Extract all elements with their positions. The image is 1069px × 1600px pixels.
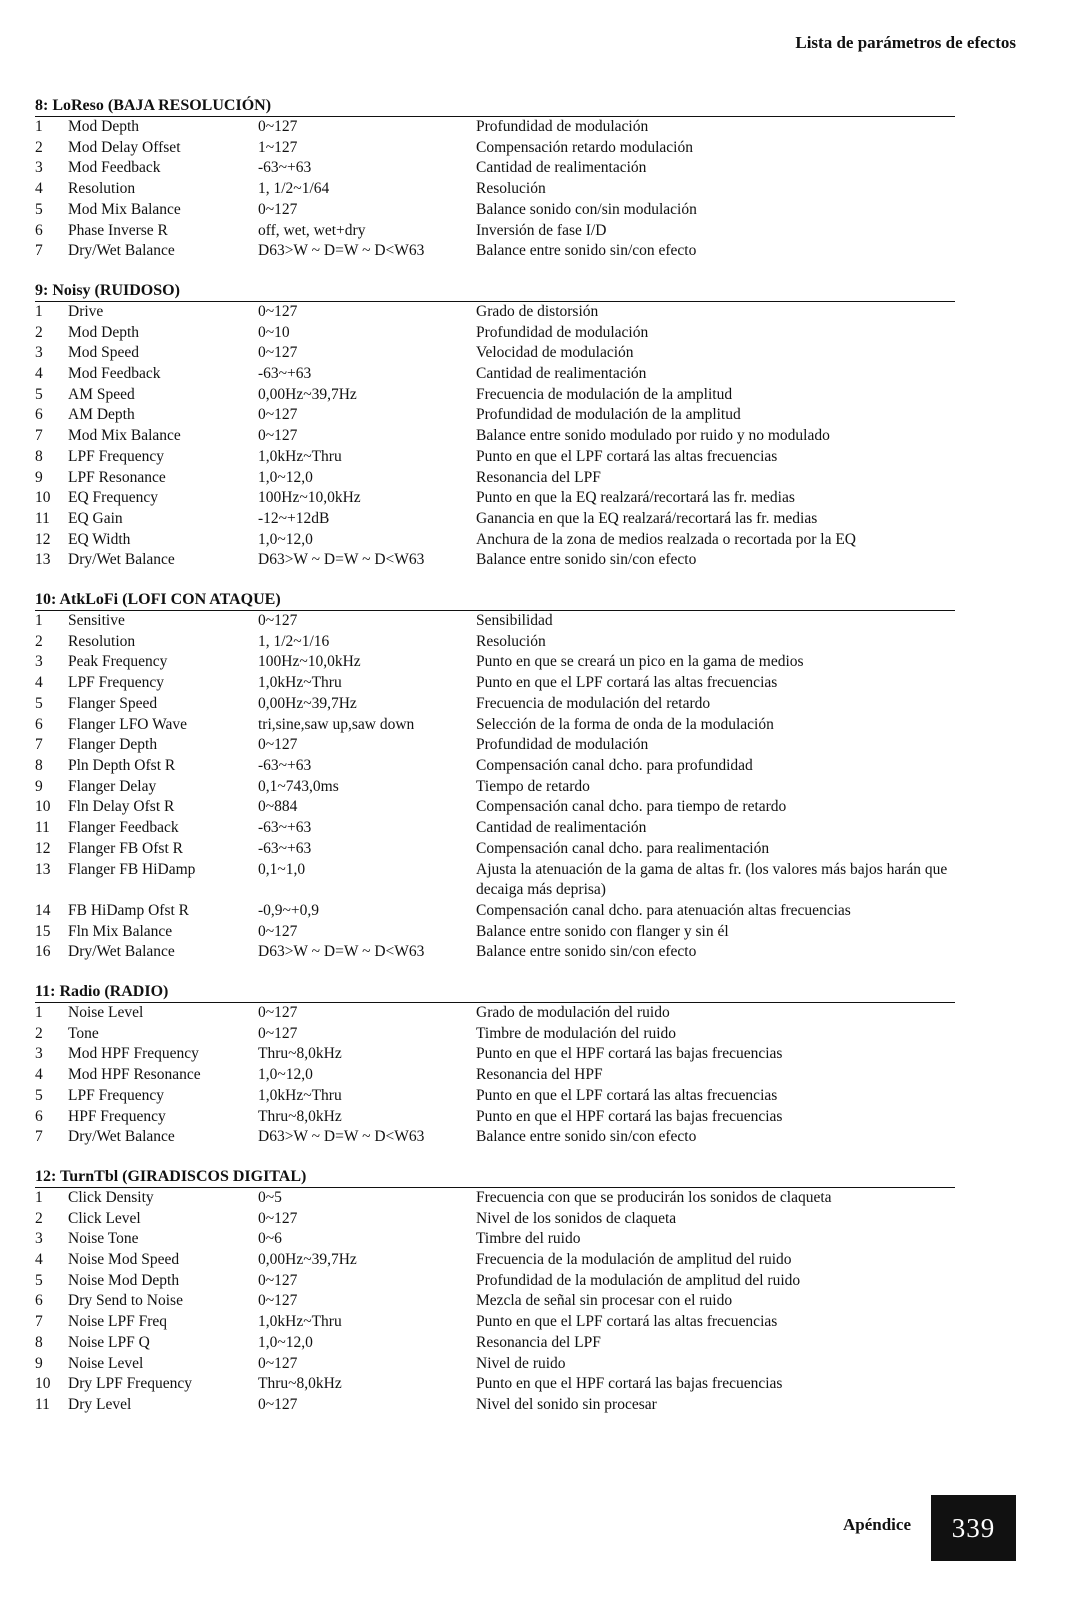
parameter-range: 1,0~12,0 <box>258 1066 313 1084</box>
parameter-row <box>35 942 955 963</box>
parameter-name: Dry/Wet Balance <box>68 551 175 569</box>
parameter-desc: Compensación canal dcho. para tiempo de retardo <box>476 798 787 816</box>
parameter-desc: Balance entre sonido sin/con efecto <box>476 551 697 569</box>
parameter-range: -63~+63 <box>258 159 312 177</box>
parameter-desc: Timbre del ruido <box>476 1230 581 1248</box>
parameter-desc: Anchura de la zona de medios realzada o recortada por la EQ <box>476 530 856 548</box>
parameter-name: Resolution <box>68 632 136 650</box>
parameter-name: Noise Mod Depth <box>68 1271 180 1289</box>
parameter-range: 0~127 <box>258 922 298 940</box>
parameter-name: Mod Delay Offset <box>68 138 181 156</box>
parameter-desc: Compensación canal dcho. para realimentación <box>476 839 770 857</box>
parameter-desc: Velocidad de modulación <box>476 344 634 362</box>
parameter-name: Mod Depth <box>68 118 140 135</box>
parameter-row <box>35 550 955 571</box>
parameter-num: 11 <box>35 819 50 837</box>
parameter-num: 9 <box>35 777 43 795</box>
parameter-num: 16 <box>35 943 51 961</box>
parameter-desc: Balance entre sonido sin/con efecto <box>476 1128 697 1146</box>
parameter-num: 3 <box>35 653 43 671</box>
parameter-desc: Balance entre sonido sin/con efecto <box>476 943 697 961</box>
parameter-range: 1,0kHz~Thru <box>258 674 342 692</box>
parameter-row <box>35 117 955 138</box>
parameter-desc: Punto en que el LPF cortará las altas frecuencias <box>476 674 778 692</box>
parameter-row <box>35 138 955 159</box>
parameter-range: 0~10 <box>258 323 290 341</box>
parameter-desc: Balance entre sonido modulado por ruido y no modulado <box>476 427 830 445</box>
parameter-num: 3 <box>35 1230 43 1248</box>
parameter-name: Flanger FB Ofst R <box>68 839 183 857</box>
parameter-row <box>35 200 955 221</box>
parameter-num: 4 <box>35 674 43 692</box>
parameter-name: EQ Frequency <box>68 489 158 507</box>
parameter-name: Mod Feedback <box>68 365 161 383</box>
parameter-range: Thru~8,0kHz <box>258 1375 342 1393</box>
parameter-num: 1 <box>35 1004 43 1022</box>
parameter-name: Fln Mix Balance <box>68 922 173 940</box>
parameter-name: Phase Inverse R <box>68 221 168 239</box>
effect-section <box>35 590 955 963</box>
parameter-name: Noise Mod Speed <box>68 1251 180 1269</box>
parameter-row <box>35 1044 955 1065</box>
parameter-row <box>35 922 955 943</box>
parameter-num: 6 <box>35 406 43 424</box>
parameter-row <box>35 1065 955 1086</box>
parameter-row <box>35 652 955 673</box>
parameter-row <box>35 860 955 901</box>
parameter-name: Tone <box>68 1024 99 1042</box>
parameter-row <box>35 777 955 798</box>
parameter-name: Drive <box>68 302 104 320</box>
parameter-range: 0,00Hz~39,7Hz <box>258 694 357 712</box>
parameter-name: Noise LPF Freq <box>68 1313 168 1331</box>
parameter-range: Thru~8,0kHz <box>258 1107 342 1125</box>
parameter-num: 6 <box>35 1107 43 1125</box>
parameter-num: 5 <box>35 694 43 712</box>
parameter-row <box>35 818 955 839</box>
parameter-row <box>35 694 955 715</box>
parameter-range: tri,sine,saw up,saw down <box>258 715 415 733</box>
parameter-desc: Timbre de modulación del ruido <box>476 1024 677 1042</box>
parameter-num: 12 <box>35 530 51 548</box>
parameter-desc: Nivel del sonido sin procesar <box>476 1395 657 1413</box>
parameter-range: -63~+63 <box>258 365 312 383</box>
parameter-range: -63~+63 <box>258 819 312 837</box>
parameter-range: 0~127 <box>258 427 298 445</box>
parameter-desc: Nivel de los sonidos de claqueta <box>476 1209 677 1227</box>
parameter-range: off, wet, wet+dry <box>258 221 366 239</box>
parameter-num: 7 <box>35 1128 43 1146</box>
parameter-desc: Cantidad de realimentación <box>476 159 647 177</box>
parameter-num: 13 <box>35 551 51 569</box>
parameter-row <box>35 1003 955 1024</box>
parameter-desc: Nivel de ruido <box>476 1354 566 1372</box>
parameter-range: 1,0~12,0 <box>258 468 313 486</box>
parameter-desc: Frecuencia de la modulación de amplitud del ruido <box>476 1251 792 1269</box>
parameter-desc: Mezcla de señal sin procesar con el ruido <box>476 1292 733 1310</box>
parameter-desc: Profundidad de modulación <box>476 118 649 135</box>
parameter-num: 7 <box>35 242 43 260</box>
parameter-range: 0~127 <box>258 344 298 362</box>
parameter-row <box>35 901 955 922</box>
parameter-range: 1~127 <box>258 138 298 156</box>
parameter-num: 3 <box>35 344 43 362</box>
parameter-num: 4 <box>35 180 43 198</box>
parameter-name: Peak Frequency <box>68 653 168 671</box>
parameter-row <box>35 1127 955 1148</box>
parameter-range: 0~127 <box>258 302 298 320</box>
parameter-num: 6 <box>35 1292 43 1310</box>
parameter-range: 0~127 <box>258 200 298 218</box>
parameter-range: 0~127 <box>258 118 298 135</box>
parameter-row <box>35 632 955 653</box>
parameter-num: 1 <box>35 612 43 630</box>
parameter-num: 8 <box>35 1333 43 1351</box>
parameter-desc: Punto en que el HPF cortará las bajas frecuencias <box>476 1375 783 1393</box>
parameter-num: 12 <box>35 839 51 857</box>
parameter-range: 1,0~12,0 <box>258 530 313 548</box>
parameter-row <box>35 158 955 179</box>
parameter-range: 1,0kHz~Thru <box>258 1313 342 1331</box>
parameter-num: 14 <box>35 901 51 919</box>
parameter-range: 0~127 <box>258 1354 298 1372</box>
section-title: 11: Radio (RADIO) <box>35 982 955 1003</box>
parameter-desc: Sensibilidad <box>476 612 553 630</box>
parameter-range: 0~884 <box>258 798 298 816</box>
parameter-desc: Punto en que el LPF cortará las altas frecuencias <box>476 1086 778 1104</box>
parameter-num: 9 <box>35 1354 43 1372</box>
parameter-range: 0~127 <box>258 1271 298 1289</box>
parameter-range: 1,0kHz~Thru <box>258 1086 342 1104</box>
parameter-row <box>35 611 955 632</box>
parameter-name: Resolution <box>68 180 136 198</box>
parameter-num: 4 <box>35 1251 43 1269</box>
parameter-name: Noise Level <box>68 1354 144 1372</box>
parameter-num: 2 <box>35 1209 43 1227</box>
effect-section <box>35 982 955 1148</box>
parameter-row <box>35 488 955 509</box>
parameter-num: 4 <box>35 365 43 383</box>
parameter-name: Dry/Wet Balance <box>68 242 175 260</box>
parameter-desc: Compensación retardo modulación <box>476 138 693 156</box>
parameter-row <box>35 735 955 756</box>
parameter-desc: Ajusta la atenuación de la gama de altas fr. (los valores más bajos harán que decaiga más deprisa) <box>476 860 948 899</box>
parameter-name: Flanger Speed <box>68 694 158 712</box>
parameter-name: LPF Resonance <box>68 468 166 486</box>
parameter-range: 0~127 <box>258 1395 298 1413</box>
parameter-desc: Balance sonido con/sin modulación <box>476 200 697 218</box>
parameter-desc: Profundidad de modulación <box>476 736 649 754</box>
parameter-num: 2 <box>35 632 43 650</box>
effect-parameter-sections <box>35 96 955 1435</box>
parameter-desc: Grado de modulación del ruido <box>476 1004 670 1022</box>
parameter-desc: Punto en que el HPF cortará las bajas frecuencias <box>476 1045 783 1063</box>
parameter-name: Flanger Delay <box>68 777 157 795</box>
parameter-range: D63>W ~ D=W ~ D<W63 <box>258 551 425 569</box>
parameter-desc: Compensación canal dcho. para profundidad <box>476 756 753 774</box>
parameter-row <box>35 447 955 468</box>
parameter-range: -12~+12dB <box>258 509 330 527</box>
parameter-range: 0~127 <box>258 1004 298 1022</box>
parameter-desc: Resonancia del HPF <box>476 1066 603 1084</box>
parameter-name: Flanger LFO Wave <box>68 715 187 733</box>
parameter-desc: Frecuencia de modulación del retardo <box>476 694 711 712</box>
parameter-range: 1, 1/2~1/16 <box>258 632 330 650</box>
parameter-num: 4 <box>35 1066 43 1084</box>
parameter-num: 10 <box>35 1375 51 1393</box>
parameter-range: 0~127 <box>258 736 298 754</box>
parameter-row <box>35 1188 955 1209</box>
parameter-range: -63~+63 <box>258 839 312 857</box>
parameter-row <box>35 1209 955 1230</box>
parameter-desc: Resonancia del LPF <box>476 468 601 486</box>
parameter-num: 3 <box>35 159 43 177</box>
parameter-row <box>35 1395 955 1416</box>
parameter-row <box>35 1271 955 1292</box>
parameter-row <box>35 839 955 860</box>
parameter-num: 8 <box>35 756 43 774</box>
parameter-num: 5 <box>35 385 43 403</box>
parameter-num: 10 <box>35 489 51 507</box>
parameter-range: 0~5 <box>258 1188 282 1206</box>
section-title: 9: Noisy (RUIDOSO) <box>35 281 955 302</box>
parameter-row <box>35 1229 955 1250</box>
parameter-name: Flanger Feedback <box>68 819 179 837</box>
parameter-name: Noise Tone <box>68 1230 139 1248</box>
parameter-name: Pln Depth Ofst R <box>68 756 176 774</box>
parameter-desc: Punto en que se creará un pico en la gama de medios <box>476 653 804 671</box>
parameter-row <box>35 1374 955 1395</box>
parameter-name: Mod Feedback <box>68 159 161 177</box>
parameter-row <box>35 343 955 364</box>
parameter-name: Fln Delay Ofst R <box>68 798 175 816</box>
parameter-desc: Punto en que el LPF cortará las altas frecuencias <box>476 447 778 465</box>
parameter-row <box>35 1024 955 1045</box>
footer-section-label: Apéndice <box>843 1515 911 1534</box>
parameter-row <box>35 797 955 818</box>
parameter-num: 5 <box>35 1271 43 1289</box>
section-title: 10: AtkLoFi (LOFI CON ATAQUE) <box>35 590 955 611</box>
parameter-range: 0~127 <box>258 1292 298 1310</box>
parameter-desc: Cantidad de realimentación <box>476 819 647 837</box>
parameter-desc: Selección de la forma de onda de la modulación <box>476 715 774 733</box>
parameter-row <box>35 673 955 694</box>
parameter-desc: Tiempo de retardo <box>476 777 590 795</box>
parameter-name: EQ Width <box>68 530 131 548</box>
parameter-range: 0~6 <box>258 1230 282 1248</box>
parameter-row <box>35 323 955 344</box>
parameter-num: 5 <box>35 200 43 218</box>
parameter-num: 10 <box>35 798 51 816</box>
parameter-desc: Profundidad de modulación <box>476 323 649 341</box>
parameter-desc: Balance entre sonido sin/con efecto <box>476 242 697 260</box>
parameter-name: Mod HPF Resonance <box>68 1066 201 1084</box>
parameter-num: 7 <box>35 427 43 445</box>
parameter-desc: Balance entre sonido con flanger y sin él <box>476 922 729 940</box>
parameter-row <box>35 1107 955 1128</box>
parameter-row <box>35 756 955 777</box>
parameter-num: 2 <box>35 323 43 341</box>
parameter-name: AM Depth <box>68 406 135 424</box>
section-title: 8: LoReso (BAJA RESOLUCIÓN) <box>35 96 955 117</box>
parameter-range: D63>W ~ D=W ~ D<W63 <box>258 943 425 961</box>
parameter-num: 1 <box>35 118 43 135</box>
parameter-desc: Profundidad de modulación de la amplitud <box>476 406 741 424</box>
parameter-row <box>35 1354 955 1375</box>
parameter-name: Noise LPF Q <box>68 1333 150 1351</box>
parameter-range: 1, 1/2~1/64 <box>258 180 330 198</box>
parameter-row <box>35 426 955 447</box>
parameter-row <box>35 1312 955 1333</box>
parameter-range: 100Hz~10,0kHz <box>258 489 361 507</box>
parameter-row <box>35 385 955 406</box>
effect-section <box>35 281 955 571</box>
parameter-num: 8 <box>35 447 43 465</box>
parameter-name: Flanger Depth <box>68 736 158 754</box>
parameter-desc: Grado de distorsión <box>476 302 599 320</box>
parameter-row <box>35 241 955 262</box>
parameter-num: 7 <box>35 1313 43 1331</box>
parameter-num: 11 <box>35 1395 50 1413</box>
parameter-num: 6 <box>35 715 43 733</box>
parameter-range: 0,1~1,0 <box>258 860 306 878</box>
parameter-desc: Profundidad de la modulación de amplitud del ruido <box>476 1271 801 1289</box>
page-header-title: Lista de parámetros de efectos <box>795 33 1016 52</box>
parameter-desc: Cantidad de realimentación <box>476 365 647 383</box>
parameter-name: Dry/Wet Balance <box>68 1128 175 1146</box>
parameter-row <box>35 1333 955 1354</box>
parameter-range: D63>W ~ D=W ~ D<W63 <box>258 242 425 260</box>
parameter-desc: Punto en que el LPF cortará las altas frecuencias <box>476 1313 778 1331</box>
parameter-name: Sensitive <box>68 612 125 630</box>
parameter-num: 3 <box>35 1045 43 1063</box>
parameter-num: 15 <box>35 922 51 940</box>
parameter-row <box>35 405 955 426</box>
parameter-desc: Compensación canal dcho. para atenuación altas frecuencias <box>476 901 851 919</box>
parameter-name: Mod HPF Frequency <box>68 1045 199 1063</box>
parameter-row <box>35 715 955 736</box>
parameter-row <box>35 1250 955 1271</box>
parameter-name: Noise Level <box>68 1004 144 1022</box>
parameter-range: 1,0~12,0 <box>258 1333 313 1351</box>
parameter-name: HPF Frequency <box>68 1107 166 1125</box>
parameter-row <box>35 530 955 551</box>
section-title: 12: TurnTbl (GIRADISCOS DIGITAL) <box>35 1167 955 1188</box>
parameter-desc: Resonancia del LPF <box>476 1333 601 1351</box>
parameter-row <box>35 179 955 200</box>
parameter-row <box>35 1291 955 1312</box>
parameter-name: Click Density <box>68 1188 154 1206</box>
parameter-num: 11 <box>35 509 50 527</box>
parameter-desc: Frecuencia con que se producirán los sonidos de claqueta <box>476 1188 832 1206</box>
parameter-num: 6 <box>35 221 43 239</box>
parameter-num: 13 <box>35 860 51 878</box>
parameter-range: 0,00Hz~39,7Hz <box>258 385 357 403</box>
parameter-row <box>35 364 955 385</box>
parameter-row <box>35 1086 955 1107</box>
effect-section <box>35 96 955 262</box>
parameter-desc: Punto en que la EQ realzará/recortará las fr. medias <box>476 489 795 507</box>
parameter-num: 1 <box>35 1188 43 1206</box>
parameter-num: 7 <box>35 736 43 754</box>
parameter-name: Mod Mix Balance <box>68 200 181 218</box>
page-number: 339 <box>951 1512 996 1543</box>
effect-section <box>35 1167 955 1416</box>
parameter-name: Dry/Wet Balance <box>68 943 175 961</box>
parameter-row <box>35 509 955 530</box>
parameter-name: Mod Mix Balance <box>68 427 181 445</box>
parameter-desc: Resolución <box>476 632 546 650</box>
parameter-range: D63>W ~ D=W ~ D<W63 <box>258 1128 425 1146</box>
parameter-name: Dry Send to Noise <box>68 1292 183 1310</box>
parameter-num: 2 <box>35 138 43 156</box>
parameter-desc: Inversión de fase I/D <box>476 221 607 239</box>
parameter-desc: Punto en que el HPF cortará las bajas frecuencias <box>476 1107 783 1125</box>
parameter-desc: Resolución <box>476 180 546 198</box>
parameter-range: 0~127 <box>258 1024 298 1042</box>
parameter-name: Click Level <box>68 1209 141 1227</box>
parameter-name: Dry LPF Frequency <box>68 1375 192 1393</box>
parameter-num: 2 <box>35 1024 43 1042</box>
parameter-range: -63~+63 <box>258 756 312 774</box>
parameter-range: 100Hz~10,0kHz <box>258 653 361 671</box>
parameter-range: 0~127 <box>258 612 298 630</box>
parameter-range: -0,9~+0,9 <box>258 901 320 919</box>
parameter-name: LPF Frequency <box>68 1086 165 1104</box>
parameter-num: 1 <box>35 302 43 320</box>
parameter-name: Mod Speed <box>68 344 140 362</box>
parameter-desc: Ganancia en que la EQ realzará/recortará las fr. medias <box>476 509 818 527</box>
parameter-row <box>35 302 955 323</box>
parameter-desc: Frecuencia de modulación de la amplitud <box>476 385 733 403</box>
parameter-range: Thru~8,0kHz <box>258 1045 342 1063</box>
parameter-name: Flanger FB HiDamp <box>68 860 196 878</box>
parameter-range: 1,0kHz~Thru <box>258 447 342 465</box>
parameter-row <box>35 221 955 242</box>
parameter-name: AM Speed <box>68 385 135 403</box>
parameter-range: 0~127 <box>258 1209 298 1227</box>
parameter-name: FB HiDamp Ofst R <box>68 901 189 919</box>
page-number-box <box>931 1495 1016 1561</box>
parameter-num: 9 <box>35 468 43 486</box>
parameter-range: 0,00Hz~39,7Hz <box>258 1251 357 1269</box>
parameter-name: LPF Frequency <box>68 674 165 692</box>
parameter-num: 5 <box>35 1086 43 1104</box>
parameter-name: Mod Depth <box>68 323 140 341</box>
parameter-name: Dry Level <box>68 1395 132 1413</box>
parameter-name: EQ Gain <box>68 509 123 527</box>
parameter-row <box>35 468 955 489</box>
parameter-name: LPF Frequency <box>68 447 165 465</box>
parameter-range: 0~127 <box>258 406 298 424</box>
parameter-range: 0,1~743,0ms <box>258 777 339 795</box>
